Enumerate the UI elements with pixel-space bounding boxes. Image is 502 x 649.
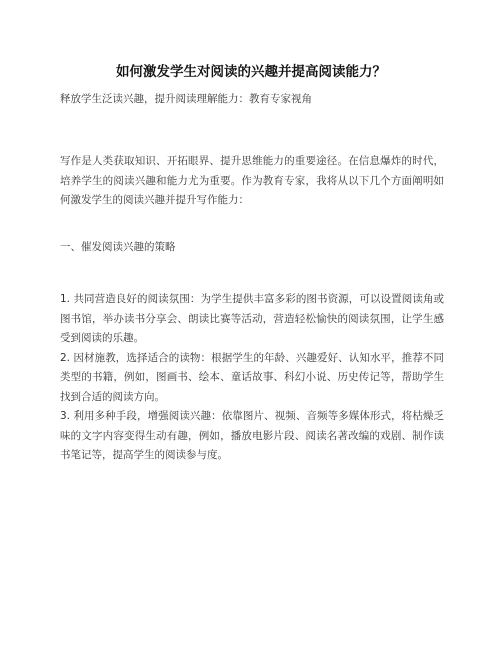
list-item: 1. 共同营造良好的阅读氛围：为学生提供丰富多彩的图书资源，可以设置阅读角或图书馆，举办读书分享会、朗读比赛等活动，营造轻松愉快的阅读氛围，让学生感受到阅读的乐趣。 (60, 293, 444, 344)
list-item: 2. 因材施教，选择适合的读物：根据学生的年龄、兴趣爱好、认知水平，推荐不同类型的书籍，例如，图画书、绘本、童话故事、科幻小说、历史传记等，帮助学生找到合适的阅读方向。 (60, 351, 444, 403)
section-heading (60, 238, 444, 258)
intro-paragraph (60, 152, 444, 211)
intro-text: 写作是人类获取知识、开拓眼界、提升思维能力的重要途径。在信息爆炸的时代，培养学生的阅读兴趣和能力尤为重要。作为教育专家，我将从以下几个方面阐明如何激发学生的阅读兴趣并提升写作能力： (60, 155, 444, 206)
section-heading-text: 一、催发阅读兴趣的策略 (60, 241, 176, 253)
document-subtitle: 释放学生泛读兴趣，提升阅读理解能力：教育专家视角 (60, 93, 312, 105)
document-title: 如何激发学生对阅读的兴趣并提高阅读能力？ (116, 64, 386, 80)
strategy-list (60, 290, 444, 466)
list-item: 3. 利用多种手段，增强阅读兴趣：依靠图片、视频、音频等多媒体形式，将枯燥乏味的文字内容变得生动有趣，例如，播放电影片段、阅读名著改编的戏剧、制作读书笔记等，提高学生的阅读参与度。 (60, 410, 444, 461)
